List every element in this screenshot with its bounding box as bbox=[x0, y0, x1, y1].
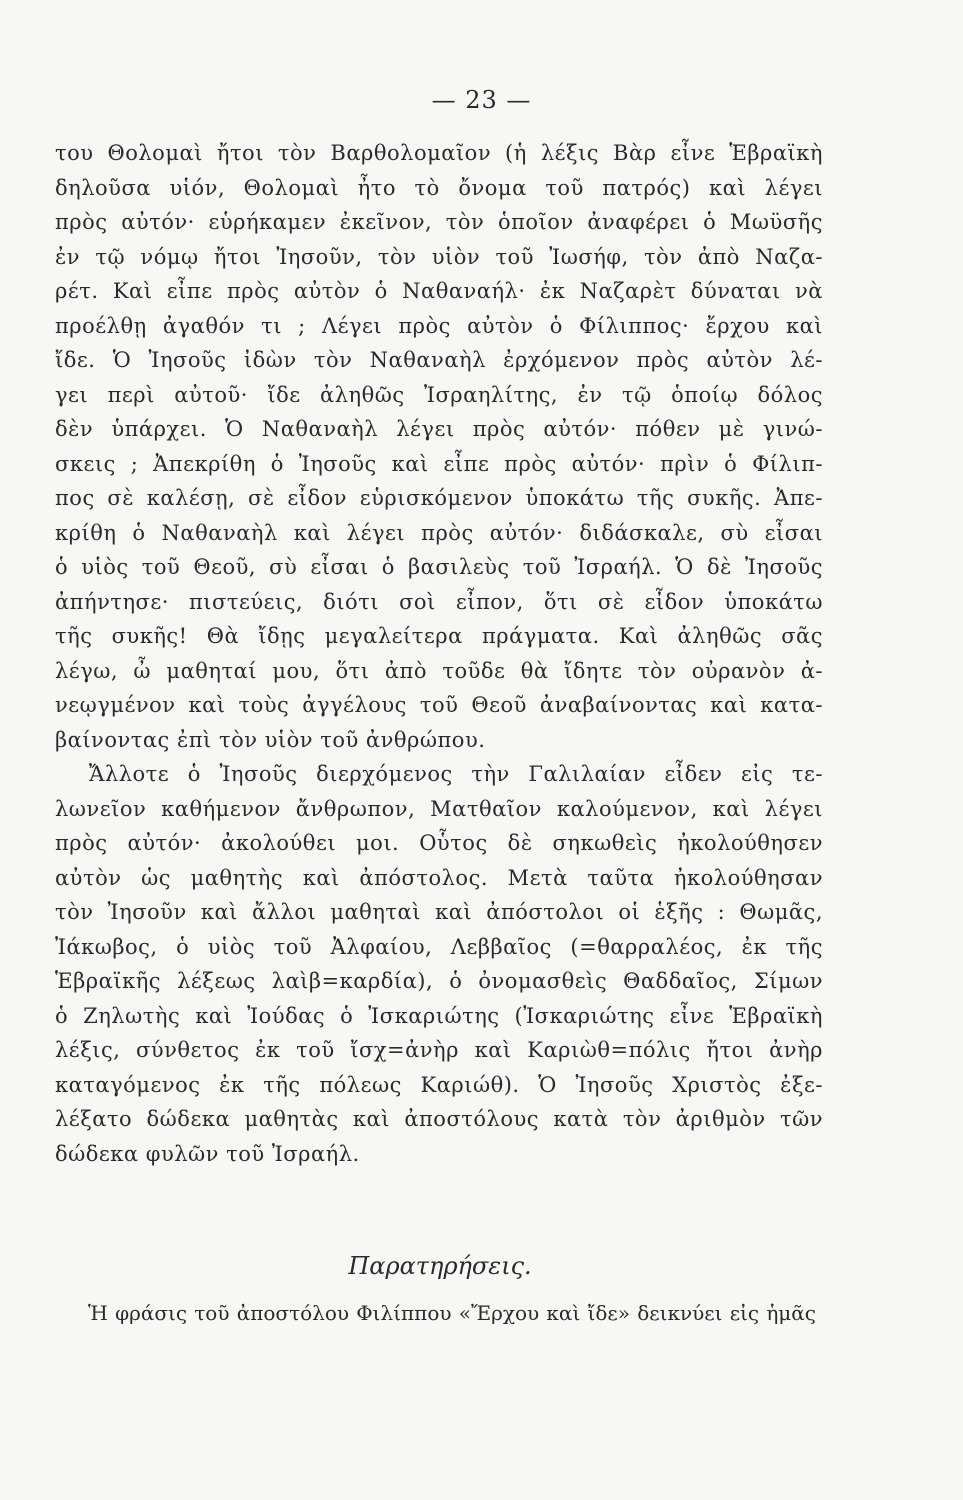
text-line: γει περὶ αὐτοῦ· ἴδε ἀληθῶς Ἰσραηλίτης, ἐν τῷ ὁποίῳ δόλος bbox=[55, 382, 823, 407]
text-line: βαίνοντας ἐπὶ τὸν υἱὸν τοῦ ἀνθρώπου. bbox=[55, 727, 486, 752]
page-number: — 23 — bbox=[431, 86, 532, 114]
text-line: δώδεκα φυλῶν τοῦ Ἰσραήλ. bbox=[55, 1141, 360, 1166]
text-line: πος σὲ καλέσῃ, σὲ εἶδον εὑρισκόμενον ὑποκάτω τῆς συκῆς. Ἀπε- bbox=[55, 486, 823, 510]
text-line: ἐν τῷ νόμῳ ἤτοι Ἰησοῦν, τὸν υἱὸν τοῦ Ἰωσήφ, τὸν ἀπὸ Ναζα- bbox=[55, 244, 823, 269]
text-line: σκεις ; Ἀπεκρίθη ὁ Ἰησοῦς καὶ εἶπε πρὸς αὐτόν· πρὶν ὁ Φίλιπ- bbox=[55, 451, 823, 476]
text-line: ρέτ. Καὶ εἶπε πρὸς αὐτὸν ὁ Ναθαναήλ· ἐκ Ναζαρὲτ δύναται νὰ bbox=[55, 279, 823, 303]
text-line: λέγω, ὦ μαθηταί μου, ὅτι ἀπὸ τοῦδε θὰ ἴδητε τὸν οὐρανὸν ἀ- bbox=[55, 658, 823, 683]
text-line: λέξατο δώδεκα μαθητὰς καὶ ἀποστόλους κατὰ τὸν ἀριθμὸν τῶν bbox=[55, 1107, 823, 1131]
remark-paragraph: Ἡ φράσις τοῦ ἀποστόλου Φιλίππου «Ἔρχου καὶ ἴδε» δεικνύει εἰς ἡμᾶς bbox=[88, 1301, 816, 1325]
text-line: ἀπήντησε· πιστεύεις, διότι σοὶ εἶπον, ὅτι σὲ εἶδον ὑποκάτω bbox=[55, 589, 823, 614]
text-line: λέξις, σύνθετος ἐκ τοῦ ἴσχ=ἀνὴρ καὶ Καριὼθ=πόλις ἤτοι ἀνὴρ bbox=[55, 1038, 823, 1062]
text-line: τῆς συκῆς! Θὰ ἴδῃς μεγαλείτερα πράγματα. Καὶ ἀληθῶς σᾶς bbox=[55, 624, 823, 648]
text-line: προέλθῃ ἀγαθόν τι ; Λέγει πρὸς αὐτὸν ὁ Φίλιππος· ἔρχου καὶ bbox=[55, 313, 823, 338]
text-line: δηλοῦσα υἱόν, Θολομαὶ ἦτο τὸ ὄνομα τοῦ πατρός) καὶ λέγει bbox=[55, 175, 823, 200]
text-line: του Θολομαὶ ἤτοι τὸν Βαρθολομαῖον (ἡ λέξις Βὰρ εἶνε Ἑβραϊκὴ bbox=[55, 141, 823, 165]
text-line: Ἄλλοτε ὁ Ἰησοῦς διερχόμενος τὴν Γαλιλαίαν εἶδεν εἰς τε- bbox=[89, 762, 823, 786]
text-line: δὲν ὑπάρχει. Ὁ Ναθαναὴλ λέγει πρὸς αὐτόν· πόθεν μὲ γινώ- bbox=[55, 417, 823, 441]
text-line: νεῳγμένον καὶ τοὺς ἀγγέλους τοῦ Θεοῦ ἀναβαίνοντας καὶ κατα- bbox=[55, 693, 823, 717]
text-line: τὸν Ἰησοῦν καὶ ἄλλοι μαθηταὶ καὶ ἀπόστολοι οἱ ἑξῆς : Θωμᾶς, bbox=[55, 900, 823, 924]
section-heading: Παρατηρήσεις. bbox=[348, 1252, 532, 1280]
text-line: πρὸς αὐτόν· εὑρήκαμεν ἐκεῖνον, τὸν ὁποῖον ἀναφέρει ὁ Μωϋσῆς bbox=[55, 210, 823, 234]
text-line: κρίθη ὁ Ναθαναὴλ καὶ λέγει πρὸς αὐτόν· διδάσκαλε, σὺ εἶσαι bbox=[55, 520, 823, 545]
text-line: λωνεῖον καθήμενον ἄνθρωπον, Ματθαῖον καλούμενον, καὶ λέγει bbox=[55, 796, 823, 821]
text-line: Ἑβραϊκῆς λέξεως λαὶβ=καρδία), ὁ ὀνομασθεὶς Θαδδαῖος, Σίμων bbox=[55, 969, 823, 993]
text-line: καταγόμενος ἐκ τῆς πόλεως Καριώθ). Ὁ Ἰησοῦς Χριστὸς ἐξε- bbox=[55, 1072, 823, 1097]
text-line: Ἰάκωβος, ὁ υἱὸς τοῦ Ἀλφαίου, Λεββαῖος (=θαρραλέος, ἐκ τῆς bbox=[55, 934, 823, 959]
text-line: ὁ Ζηλωτὴς καὶ Ἰούδας ὁ Ἰσκαριώτης (Ἰσκαριώτης εἶνε Ἑβραϊκὴ bbox=[55, 1003, 823, 1028]
text-line: ὁ υἱὸς τοῦ Θεοῦ, σὺ εἶσαι ὁ βασιλεὺς τοῦ Ἰσραήλ. Ὁ δὲ Ἰησοῦς bbox=[55, 555, 823, 579]
text-line: πρὸς αὐτόν· ἀκολούθει μοι. Οὗτος δὲ σηκωθεὶς ἠκολούθησεν bbox=[55, 831, 823, 855]
text-line: ἴδε. Ὁ Ἰησοῦς ἰδὼν τὸν Ναθαναὴλ ἐρχόμενον πρὸς αὐτὸν λέ- bbox=[55, 348, 823, 372]
body-text bbox=[55, 136, 823, 1171]
text-line: αὐτὸν ὡς μαθητὴς καὶ ἀπόστολος. Μετὰ ταῦτα ἠκολούθησαν bbox=[55, 865, 823, 890]
